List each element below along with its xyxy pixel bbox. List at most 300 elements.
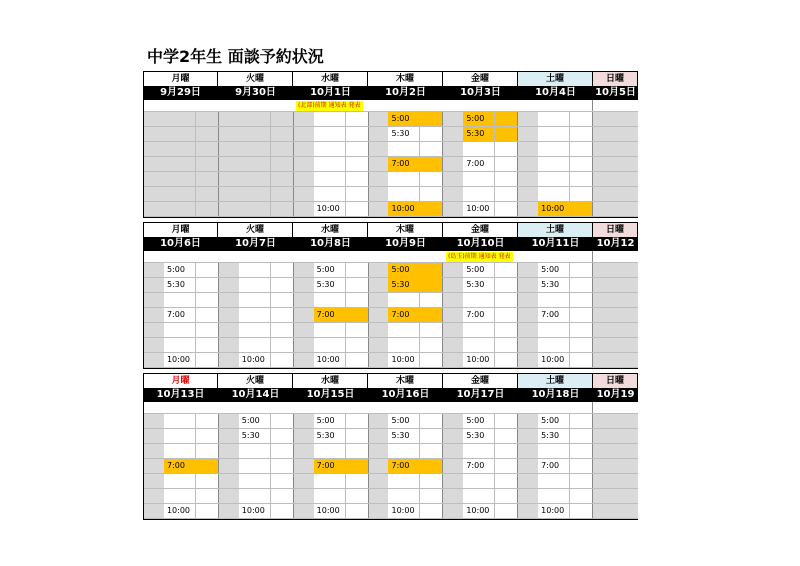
- slot-grid: [143, 402, 638, 520]
- booked-slot[interactable]: 7:00: [388, 459, 420, 473]
- sunday-closed-cell: [593, 112, 638, 126]
- time-slot[interactable]: [239, 112, 271, 126]
- slot-extra: [196, 308, 219, 322]
- day-margin: [443, 263, 463, 277]
- time-slot[interactable]: [164, 429, 196, 443]
- time-slot[interactable]: [388, 474, 420, 488]
- time-slot[interactable]: [239, 323, 271, 337]
- time-slot[interactable]: [164, 293, 196, 307]
- slot-extra: [196, 202, 219, 216]
- day-margin: [219, 489, 239, 503]
- slot-extra: [570, 127, 593, 141]
- day-margin: [294, 202, 314, 216]
- date-label: 10月8日: [310, 238, 351, 249]
- slot-extra: [420, 429, 443, 443]
- sunday-closed-cell: [593, 293, 638, 307]
- time-slot[interactable]: [314, 323, 346, 337]
- time-slot[interactable]: 7:00: [463, 459, 495, 473]
- time-slot[interactable]: [239, 157, 271, 171]
- day-margin: [294, 187, 314, 201]
- time-slot[interactable]: 10:00: [239, 504, 271, 518]
- slot-extra: [196, 293, 219, 307]
- time-slot[interactable]: [538, 127, 570, 141]
- time-slot[interactable]: 10:00: [314, 504, 346, 518]
- day-margin: [144, 187, 164, 201]
- page-title: 中学2年生 面談予約状況: [147, 47, 324, 66]
- slot-extra: [196, 112, 219, 126]
- day-margin: [219, 459, 239, 473]
- sunday-closed-cell: [593, 338, 638, 352]
- slot-extra: [271, 172, 294, 186]
- date-label: 10月10日: [456, 238, 505, 249]
- slot-extra: [271, 489, 294, 503]
- day-name: 木曜: [368, 71, 443, 86]
- time-slot[interactable]: [538, 323, 570, 337]
- time-slot[interactable]: [239, 338, 271, 352]
- spacer: [294, 251, 369, 262]
- time-slot[interactable]: 7:00: [538, 308, 570, 322]
- day-margin: [294, 429, 314, 443]
- time-slot[interactable]: [314, 172, 346, 186]
- spacer: [219, 402, 294, 413]
- day-margin: [369, 293, 389, 307]
- time-slot[interactable]: [164, 187, 196, 201]
- booked-slot[interactable]: 5:00: [388, 112, 420, 126]
- day-margin: [219, 414, 239, 428]
- slot-extra: [420, 172, 443, 186]
- time-slot[interactable]: 10:00: [463, 504, 495, 518]
- slot-extra: [196, 504, 219, 518]
- day-margin: [294, 172, 314, 186]
- notice-row: [144, 100, 638, 112]
- day-margin: [443, 187, 463, 201]
- slot-extra: [570, 142, 593, 156]
- time-slot[interactable]: [239, 293, 271, 307]
- time-slot[interactable]: 10:00: [388, 353, 420, 367]
- day-margin: [369, 323, 389, 337]
- time-slot[interactable]: [164, 142, 196, 156]
- time-row: [144, 187, 638, 202]
- time-slot[interactable]: 5:30: [314, 278, 346, 292]
- day-margin: [369, 308, 389, 322]
- time-slot[interactable]: [463, 444, 495, 458]
- time-slot[interactable]: 5:00: [388, 414, 420, 428]
- time-slot[interactable]: 10:00: [538, 504, 570, 518]
- time-row: [144, 127, 638, 142]
- date-row: [143, 388, 638, 402]
- day-margin: [294, 489, 314, 503]
- day-margin: [369, 489, 389, 503]
- day-name: 金曜: [443, 222, 518, 237]
- day-margin: [144, 353, 164, 367]
- slot-extra: [346, 263, 369, 277]
- slot-extra: [346, 278, 369, 292]
- time-slot[interactable]: [314, 474, 346, 488]
- time-slot[interactable]: [463, 172, 495, 186]
- time-slot[interactable]: [164, 444, 196, 458]
- time-slot[interactable]: [164, 323, 196, 337]
- date-label: 10月2日: [385, 87, 426, 98]
- date-row: [143, 237, 638, 251]
- time-slot[interactable]: [388, 172, 420, 186]
- time-slot[interactable]: 10:00: [314, 202, 346, 216]
- time-slot[interactable]: [388, 444, 420, 458]
- day-margin: [294, 444, 314, 458]
- spacer: [369, 251, 444, 262]
- time-slot[interactable]: 10:00: [314, 353, 346, 367]
- time-slot[interactable]: [239, 474, 271, 488]
- booked-slot[interactable]: 10:00: [388, 202, 420, 216]
- time-slot[interactable]: [239, 444, 271, 458]
- slot-extra: [271, 444, 294, 458]
- time-slot[interactable]: [314, 489, 346, 503]
- slot-extra: [346, 444, 369, 458]
- booked-slot[interactable]: 5:30: [463, 127, 495, 141]
- slot-extra: [271, 308, 294, 322]
- time-slot[interactable]: 5:00: [314, 263, 346, 277]
- slot-extra: [196, 414, 219, 428]
- day-margin: [144, 112, 164, 126]
- slot-extra: [346, 112, 369, 126]
- day-margin: [294, 112, 314, 126]
- day-margin: [219, 202, 239, 216]
- time-slot[interactable]: [239, 127, 271, 141]
- day-margin: [443, 429, 463, 443]
- time-slot[interactable]: [538, 187, 570, 201]
- day-margin: [518, 474, 538, 488]
- time-slot[interactable]: [463, 187, 495, 201]
- slot-extra: [346, 504, 369, 518]
- day-margin: [144, 157, 164, 171]
- time-slot[interactable]: 10:00: [388, 504, 420, 518]
- slot-extra: [420, 323, 443, 337]
- time-slot[interactable]: [239, 459, 271, 473]
- day-margin: [518, 127, 538, 141]
- time-slot[interactable]: [538, 172, 570, 186]
- slot-extra: [346, 474, 369, 488]
- time-slot[interactable]: [164, 172, 196, 186]
- time-slot[interactable]: 7:00: [538, 459, 570, 473]
- time-slot[interactable]: [388, 489, 420, 503]
- sunday-closed-cell: [593, 127, 638, 141]
- time-slot[interactable]: 5:30: [538, 429, 570, 443]
- time-slot[interactable]: [239, 187, 271, 201]
- time-slot[interactable]: [463, 338, 495, 352]
- time-slot[interactable]: [388, 142, 420, 156]
- time-slot[interactable]: [164, 414, 196, 428]
- day-margin: [518, 202, 538, 216]
- time-slot[interactable]: 10:00: [463, 353, 495, 367]
- day-margin: [144, 263, 164, 277]
- time-slot[interactable]: [538, 157, 570, 171]
- day-margin: [443, 278, 463, 292]
- time-slot[interactable]: [314, 444, 346, 458]
- time-slot[interactable]: [538, 474, 570, 488]
- time-slot[interactable]: [314, 293, 346, 307]
- time-slot[interactable]: 5:30: [388, 127, 420, 141]
- time-slot[interactable]: [239, 202, 271, 216]
- time-slot[interactable]: 10:00: [164, 504, 196, 518]
- time-slot[interactable]: 5:30: [538, 278, 570, 292]
- booked-slot[interactable]: 5:00: [463, 112, 495, 126]
- time-slot[interactable]: 5:30: [164, 278, 196, 292]
- slot-extra: [420, 293, 443, 307]
- slot-extra: [196, 172, 219, 186]
- time-slot[interactable]: [164, 338, 196, 352]
- day-margin: [518, 429, 538, 443]
- time-slot[interactable]: 10:00: [239, 353, 271, 367]
- time-slot[interactable]: [164, 157, 196, 171]
- day-name: 火曜: [218, 71, 293, 86]
- time-slot[interactable]: [463, 489, 495, 503]
- slot-extra: [570, 414, 593, 428]
- slot-extra: [495, 112, 518, 126]
- spacer: [144, 402, 219, 413]
- day-margin: [518, 187, 538, 201]
- day-margin: [518, 489, 538, 503]
- booked-slot[interactable]: 5:30: [388, 278, 420, 292]
- day-name: 水曜: [293, 222, 368, 237]
- slot-grid: [143, 100, 638, 218]
- day-margin: [219, 353, 239, 367]
- day-margin: [219, 127, 239, 141]
- day-name: 日曜: [593, 71, 638, 86]
- date-label: 9月29日: [160, 87, 201, 98]
- time-row: [144, 202, 638, 217]
- slot-extra: [420, 278, 443, 292]
- slot-extra: [495, 338, 518, 352]
- sunday-closed-cell: [593, 489, 638, 503]
- time-slot[interactable]: [538, 112, 570, 126]
- time-slot[interactable]: [388, 293, 420, 307]
- time-row: [144, 414, 638, 429]
- time-slot[interactable]: [239, 278, 271, 292]
- booked-slot[interactable]: 7:00: [164, 459, 196, 473]
- date-label: 10月3日: [460, 87, 501, 98]
- day-name: 月曜: [143, 222, 218, 237]
- slot-extra: [196, 459, 219, 473]
- slot-extra: [420, 338, 443, 352]
- slot-extra: [570, 278, 593, 292]
- day-margin: [219, 293, 239, 307]
- day-margin: [443, 504, 463, 518]
- time-slot[interactable]: 5:30: [239, 429, 271, 443]
- time-slot[interactable]: 5:00: [463, 263, 495, 277]
- time-slot[interactable]: [314, 338, 346, 352]
- day-margin: [144, 459, 164, 473]
- sunday-closed-cell: [593, 202, 638, 216]
- day-margin: [369, 353, 389, 367]
- day-margin: [294, 414, 314, 428]
- slot-extra: [196, 263, 219, 277]
- slot-extra: [420, 127, 443, 141]
- day-margin: [294, 157, 314, 171]
- sunday-closed-cell: [593, 429, 638, 443]
- time-slot[interactable]: 10:00: [538, 353, 570, 367]
- time-slot[interactable]: [388, 187, 420, 201]
- time-slot[interactable]: [164, 489, 196, 503]
- time-slot[interactable]: 5:30: [314, 429, 346, 443]
- time-slot[interactable]: 5:30: [463, 429, 495, 443]
- time-slot[interactable]: 7:00: [463, 157, 495, 171]
- day-margin: [219, 474, 239, 488]
- day-margin: [294, 323, 314, 337]
- day-margin: [219, 308, 239, 322]
- time-slot[interactable]: 5:00: [538, 263, 570, 277]
- day-margin: [443, 172, 463, 186]
- day-margin: [443, 414, 463, 428]
- slot-extra: [420, 157, 443, 171]
- date-label: 10月14日: [231, 389, 280, 400]
- time-slot[interactable]: [164, 127, 196, 141]
- day-margin: [443, 474, 463, 488]
- day-margin: [294, 127, 314, 141]
- day-margin: [294, 142, 314, 156]
- time-slot[interactable]: [239, 489, 271, 503]
- time-row: [144, 278, 638, 293]
- time-slot[interactable]: [314, 187, 346, 201]
- booked-slot[interactable]: 7:00: [388, 157, 420, 171]
- spacer: [518, 402, 593, 413]
- time-slot[interactable]: [164, 202, 196, 216]
- day-margin: [144, 202, 164, 216]
- slot-extra: [495, 459, 518, 473]
- sunday-cell: [593, 100, 638, 111]
- time-slot[interactable]: 5:00: [314, 414, 346, 428]
- time-slot[interactable]: [538, 338, 570, 352]
- slot-extra: [271, 263, 294, 277]
- day-name: 金曜: [443, 71, 518, 86]
- slot-extra: [346, 414, 369, 428]
- time-slot[interactable]: 5:30: [388, 429, 420, 443]
- slot-extra: [420, 414, 443, 428]
- time-slot[interactable]: [239, 172, 271, 186]
- day-margin: [144, 127, 164, 141]
- time-slot[interactable]: [164, 474, 196, 488]
- time-row: [144, 323, 638, 338]
- booked-slot[interactable]: 7:00: [314, 308, 346, 322]
- time-slot[interactable]: 7:00: [463, 308, 495, 322]
- day-margin: [144, 474, 164, 488]
- time-slot[interactable]: [388, 323, 420, 337]
- booked-slot[interactable]: 5:00: [388, 263, 420, 277]
- time-slot[interactable]: [463, 323, 495, 337]
- slot-grid: [143, 251, 638, 369]
- time-slot[interactable]: [164, 112, 196, 126]
- time-row: [144, 459, 638, 474]
- time-slot[interactable]: 7:00: [164, 308, 196, 322]
- time-slot[interactable]: 10:00: [463, 202, 495, 216]
- day-margin: [219, 172, 239, 186]
- day-margin: [219, 338, 239, 352]
- time-slot[interactable]: 5:00: [239, 414, 271, 428]
- sunday-closed-cell: [593, 353, 638, 367]
- booked-slot[interactable]: 7:00: [314, 459, 346, 473]
- time-slot[interactable]: [463, 474, 495, 488]
- time-row: [144, 142, 638, 157]
- time-slot[interactable]: [314, 142, 346, 156]
- day-margin: [369, 474, 389, 488]
- time-slot[interactable]: 5:00: [164, 263, 196, 277]
- time-slot[interactable]: [538, 444, 570, 458]
- slot-extra: [271, 278, 294, 292]
- day-name: 水曜: [293, 373, 368, 388]
- date-label: 10月6日: [160, 238, 201, 249]
- time-slot[interactable]: [388, 338, 420, 352]
- slot-extra: [420, 353, 443, 367]
- spacer: [518, 251, 593, 262]
- slot-extra: [196, 353, 219, 367]
- day-margin: [369, 278, 389, 292]
- time-slot[interactable]: [239, 263, 271, 277]
- slot-extra: [196, 127, 219, 141]
- day-margin: [219, 157, 239, 171]
- slot-extra: [196, 489, 219, 503]
- date-label: 10月4日: [535, 87, 576, 98]
- day-margin: [518, 263, 538, 277]
- day-name: 木曜: [368, 222, 443, 237]
- sunday-closed-cell: [593, 444, 638, 458]
- slot-extra: [271, 459, 294, 473]
- week-block-1: [143, 71, 638, 218]
- spacer: [443, 100, 518, 111]
- slot-extra: [495, 504, 518, 518]
- time-slot[interactable]: [463, 293, 495, 307]
- day-margin: [294, 293, 314, 307]
- time-slot[interactable]: [314, 157, 346, 171]
- time-slot[interactable]: 5:00: [463, 414, 495, 428]
- time-slot[interactable]: [538, 142, 570, 156]
- day-margin: [294, 459, 314, 473]
- day-margin: [144, 278, 164, 292]
- day-margin: [369, 157, 389, 171]
- time-slot[interactable]: 5:30: [463, 278, 495, 292]
- slot-extra: [495, 263, 518, 277]
- day-margin: [144, 172, 164, 186]
- report-card-notice: (島玉)前期 通知表 発表: [448, 253, 511, 260]
- time-slot[interactable]: [538, 489, 570, 503]
- time-slot[interactable]: [239, 142, 271, 156]
- date-label: 10月9日: [385, 238, 426, 249]
- day-margin: [369, 142, 389, 156]
- time-slot[interactable]: 5:00: [538, 414, 570, 428]
- day-name: 土曜: [518, 373, 593, 388]
- day-name: 日曜: [593, 373, 638, 388]
- day-margin: [518, 142, 538, 156]
- day-margin: [369, 338, 389, 352]
- time-slot[interactable]: [314, 127, 346, 141]
- slot-extra: [346, 202, 369, 216]
- day-margin: [518, 338, 538, 352]
- booked-slot[interactable]: 7:00: [388, 308, 420, 322]
- time-slot[interactable]: [314, 112, 346, 126]
- time-slot[interactable]: 10:00: [164, 353, 196, 367]
- slot-extra: [420, 263, 443, 277]
- day-margin: [294, 278, 314, 292]
- slot-extra: [420, 504, 443, 518]
- day-margin: [443, 157, 463, 171]
- slot-extra: [570, 157, 593, 171]
- day-name: 金曜: [443, 373, 518, 388]
- date-label: 10月11日: [531, 238, 580, 249]
- day-margin: [369, 414, 389, 428]
- booked-slot[interactable]: 10:00: [538, 202, 570, 216]
- time-slot[interactable]: [538, 293, 570, 307]
- time-slot[interactable]: [463, 142, 495, 156]
- time-slot[interactable]: [239, 308, 271, 322]
- slot-extra: [346, 308, 369, 322]
- slot-extra: [495, 293, 518, 307]
